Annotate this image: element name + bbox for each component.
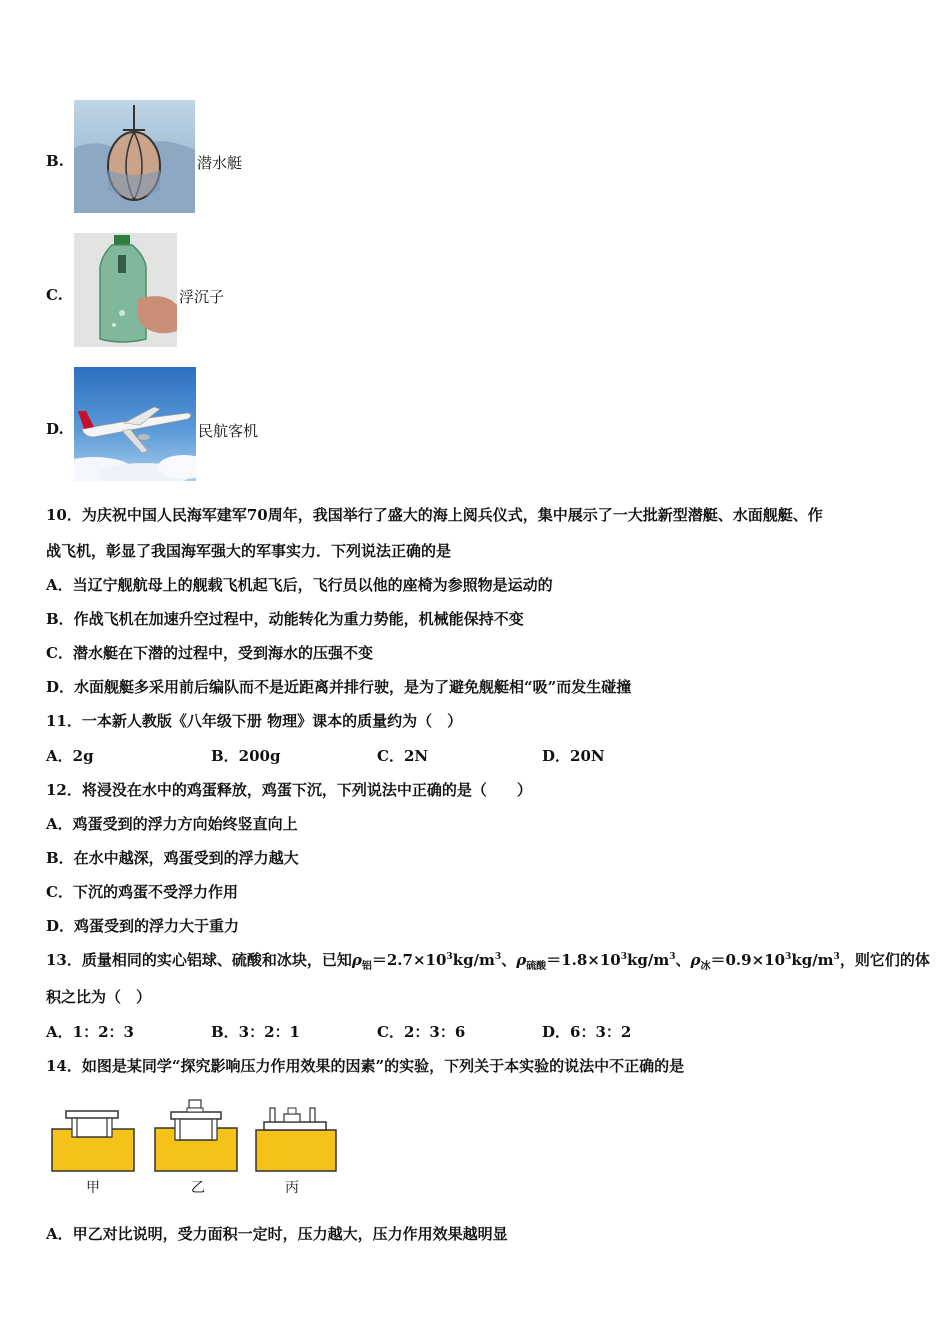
option-a: A．鸡蛋受到的浮力方向始终竖直向上 (46, 815, 298, 833)
option-d: D．20N (542, 747, 605, 765)
acid-density: ＝1.8×10 (546, 951, 621, 969)
question-stem-continued: 战飞机，彰显了我国海军强大的军事实力．下列说法正确的是 (46, 542, 452, 560)
option-letter: B. (46, 152, 64, 170)
option-d: D．鸡蛋受到的浮力大于重力 (46, 917, 240, 935)
aluminum-density: ＝2.7×10 (371, 951, 447, 969)
rho-symbol: ρ (351, 951, 362, 969)
option-label: 民航客机 (198, 422, 259, 440)
question-stem: 11．一本新人教版《八年级下册 物理》课本的质量约为（ ） (46, 712, 463, 730)
option-letter: C. (46, 286, 63, 304)
question-stem: 14．如图是某同学“探究影响压力作用效果的因素”的实验，下列关于本实验的说法中不正确的是 (46, 1057, 685, 1075)
option-b: B．作战飞机在加速升空过程中，动能转化为重力势能，机械能保持不变 (46, 610, 524, 628)
airliner-image (74, 367, 196, 481)
aluminum-subscript: 铝 (361, 961, 372, 972)
rho-symbol: ρ (516, 951, 527, 969)
question-stem (46, 949, 930, 970)
option-label: 潜水艇 (197, 154, 243, 172)
option-b: B．3：2：1 (211, 1023, 300, 1041)
exponent: 3 (494, 952, 502, 962)
exponent: 3 (785, 952, 792, 962)
option-letter: D. (46, 420, 64, 438)
option-c: C．2N (377, 747, 429, 765)
unit: kg/m (791, 951, 834, 969)
cartesian-diver-bottle-image (74, 233, 177, 347)
option-a: A．当辽宁舰航母上的舰载飞机起飞后，飞行员以他的座椅为参照物是运动的 (46, 576, 553, 594)
stem-suffix: ，则它们的体 (839, 951, 930, 969)
separator: 、 (501, 951, 517, 969)
option-b: B．在水中越深，鸡蛋受到的浮力越大 (46, 849, 299, 867)
acid-subscript: 硫酸 (526, 961, 547, 972)
question-stem: 10．为庆祝中国人民海军建军70周年，我国举行了盛大的海上阅兵仪式，集中展示了一大批新型潜艇、水面舰艇、作 (46, 506, 823, 524)
exponent: 3 (669, 952, 676, 962)
figure-label-bing: 丙 (285, 1180, 299, 1196)
exponent: 3 (620, 952, 627, 962)
question-stem-continued: 积之比为（ ） (46, 988, 152, 1006)
sponge-figure-jia (50, 1105, 136, 1175)
rho-symbol: ρ (690, 951, 701, 969)
option-a: A．1：2：3 (46, 1023, 134, 1041)
option-d: D．6：3：2 (542, 1023, 632, 1041)
unit: kg/m (627, 951, 670, 969)
option-a: A．甲乙对比说明，受力面积一定时，压力越大，压力作用效果越明显 (46, 1225, 508, 1243)
option-label: 浮沉子 (179, 288, 225, 306)
ice-subscript: 冰 (700, 961, 711, 972)
option-c: C．下沉的鸡蛋不受浮力作用 (46, 883, 238, 901)
ice-density: ＝0.9×10 (710, 951, 786, 969)
exponent: 3 (833, 952, 840, 962)
stem-prefix: 13．质量相同的实心铝球、硫酸和冰块，已知 (46, 951, 352, 969)
figure-label-jia: 甲 (86, 1180, 100, 1196)
sponge-figure-yi (153, 1098, 239, 1175)
option-d: D．水面舰艇多采用前后编队而不是近距离并排行驶，是为了避免舰艇相“吸”而发生碰撞 (46, 678, 632, 696)
figure-label-yi: 乙 (191, 1180, 205, 1196)
separator: 、 (675, 951, 691, 969)
question-stem: 12．将浸没在水中的鸡蛋释放，鸡蛋下沉，下列说法中正确的是（ ） (46, 781, 532, 799)
option-b: B．200g (211, 747, 281, 765)
submarine-diving-bell-image (74, 100, 195, 213)
exponent: 3 (446, 952, 453, 962)
option-a: A．2g (46, 747, 94, 765)
sponge-figure-bing (254, 1104, 338, 1175)
option-c: C．潜水艇在下潜的过程中，受到海水的压强不变 (46, 644, 373, 662)
unit: kg/m (452, 951, 495, 969)
option-c: C．2：3：6 (377, 1023, 466, 1041)
